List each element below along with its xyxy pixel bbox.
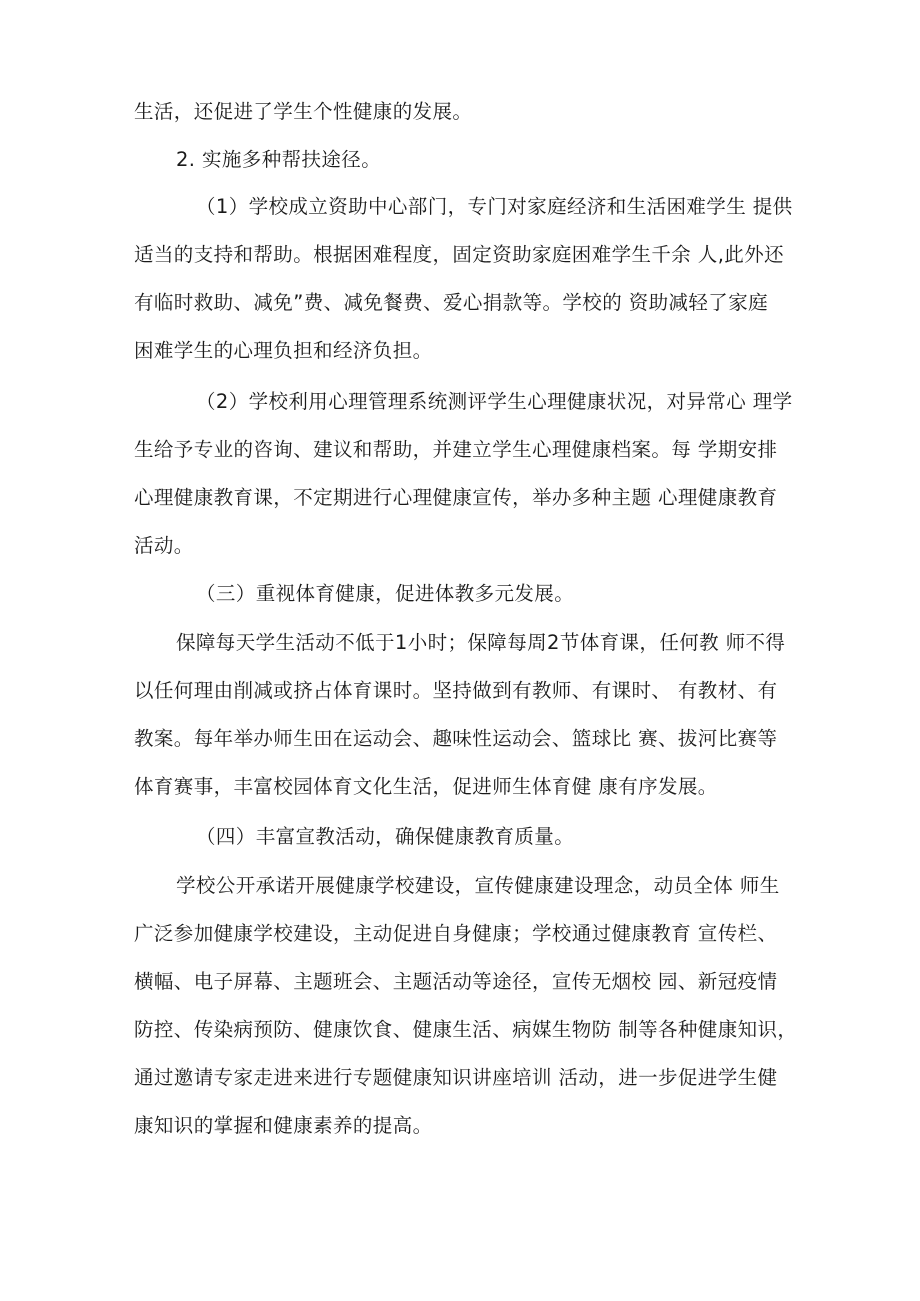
text-line-14: 教案。每年举办师生田在运动会、趣味性运动会、篮球比 赛、拔河比赛等 bbox=[134, 727, 778, 750]
text-line-21: 通过邀请专家走进来进行专题健康知识讲座培训 活动，进一步促进学生健 bbox=[134, 1066, 778, 1089]
text-line-19: 横幅、电子屏幕、主题班会、主题活动等途径，宣传无烟校 园、新冠疫情 bbox=[134, 970, 778, 993]
text-line-18: 广泛参加健康学校建设，主动促进自身健康；学校通过健康教育 宣传栏、 bbox=[134, 922, 778, 945]
text-line-10: 活动。 bbox=[134, 534, 194, 557]
text-line-1: 生活，还促进了学生个性健康的发展。 bbox=[134, 100, 473, 123]
text-line-13: 以任何理由削减或挤占体育课时。坚持做到有教师、有课时、 有教材、有 bbox=[134, 679, 778, 702]
text-line-4: 适当的支持和帮助。根据困难程度，固定资助家庭困难学生千余 人,此外还 bbox=[134, 243, 784, 266]
text-line-7: （2）学校利用心理管理系统测评学生心理健康状况，对异常心 理学 bbox=[196, 390, 793, 413]
text-line-12: 保障每天学生活动不低于1小时；保障每周2节体育课，任何教 师不得 bbox=[176, 631, 786, 654]
text-line-5: 有临时救助、减免”费、减免餐费、爱心捐款等。学校的 资助减轻了家庭 bbox=[134, 291, 769, 314]
text-line-8: 生给予专业的咨询、建议和帮助，并建立学生心理健康档案。每 学期安排 bbox=[134, 438, 778, 461]
section-heading-4: （四）丰富宣教活动，确保健康教育质量。 bbox=[196, 825, 575, 848]
text-line-20: 防控、传染病预防、健康饮食、健康生活、病媒生物防 制等各种健康知识， bbox=[134, 1018, 798, 1041]
text-line-17: 学校公开承诺开展健康学校建设，宣传健康建设理念，动员全体 师生 bbox=[176, 874, 780, 897]
text-line-6: 困难学生的心理负担和经济负担。 bbox=[134, 339, 433, 362]
text-line-22: 康知识的掌握和健康素养的提高。 bbox=[134, 1114, 433, 1137]
text-line-9: 心理健康教育课，不定期进行心理健康宣传，举办多种主题 心理健康教育 bbox=[134, 486, 778, 509]
text-line-3: （1）学校成立资助中心部门，专门对家庭经济和生活困难学生 提供 bbox=[196, 195, 793, 218]
section-heading-2: 2. 实施多种帮扶途径。 bbox=[176, 148, 382, 171]
text-line-15: 体育赛事，丰富校园体育文化生活，促进师生体育健 康有序发展。 bbox=[134, 775, 718, 798]
section-heading-3: （三）重视体育健康，促进体教多元发展。 bbox=[196, 582, 575, 605]
